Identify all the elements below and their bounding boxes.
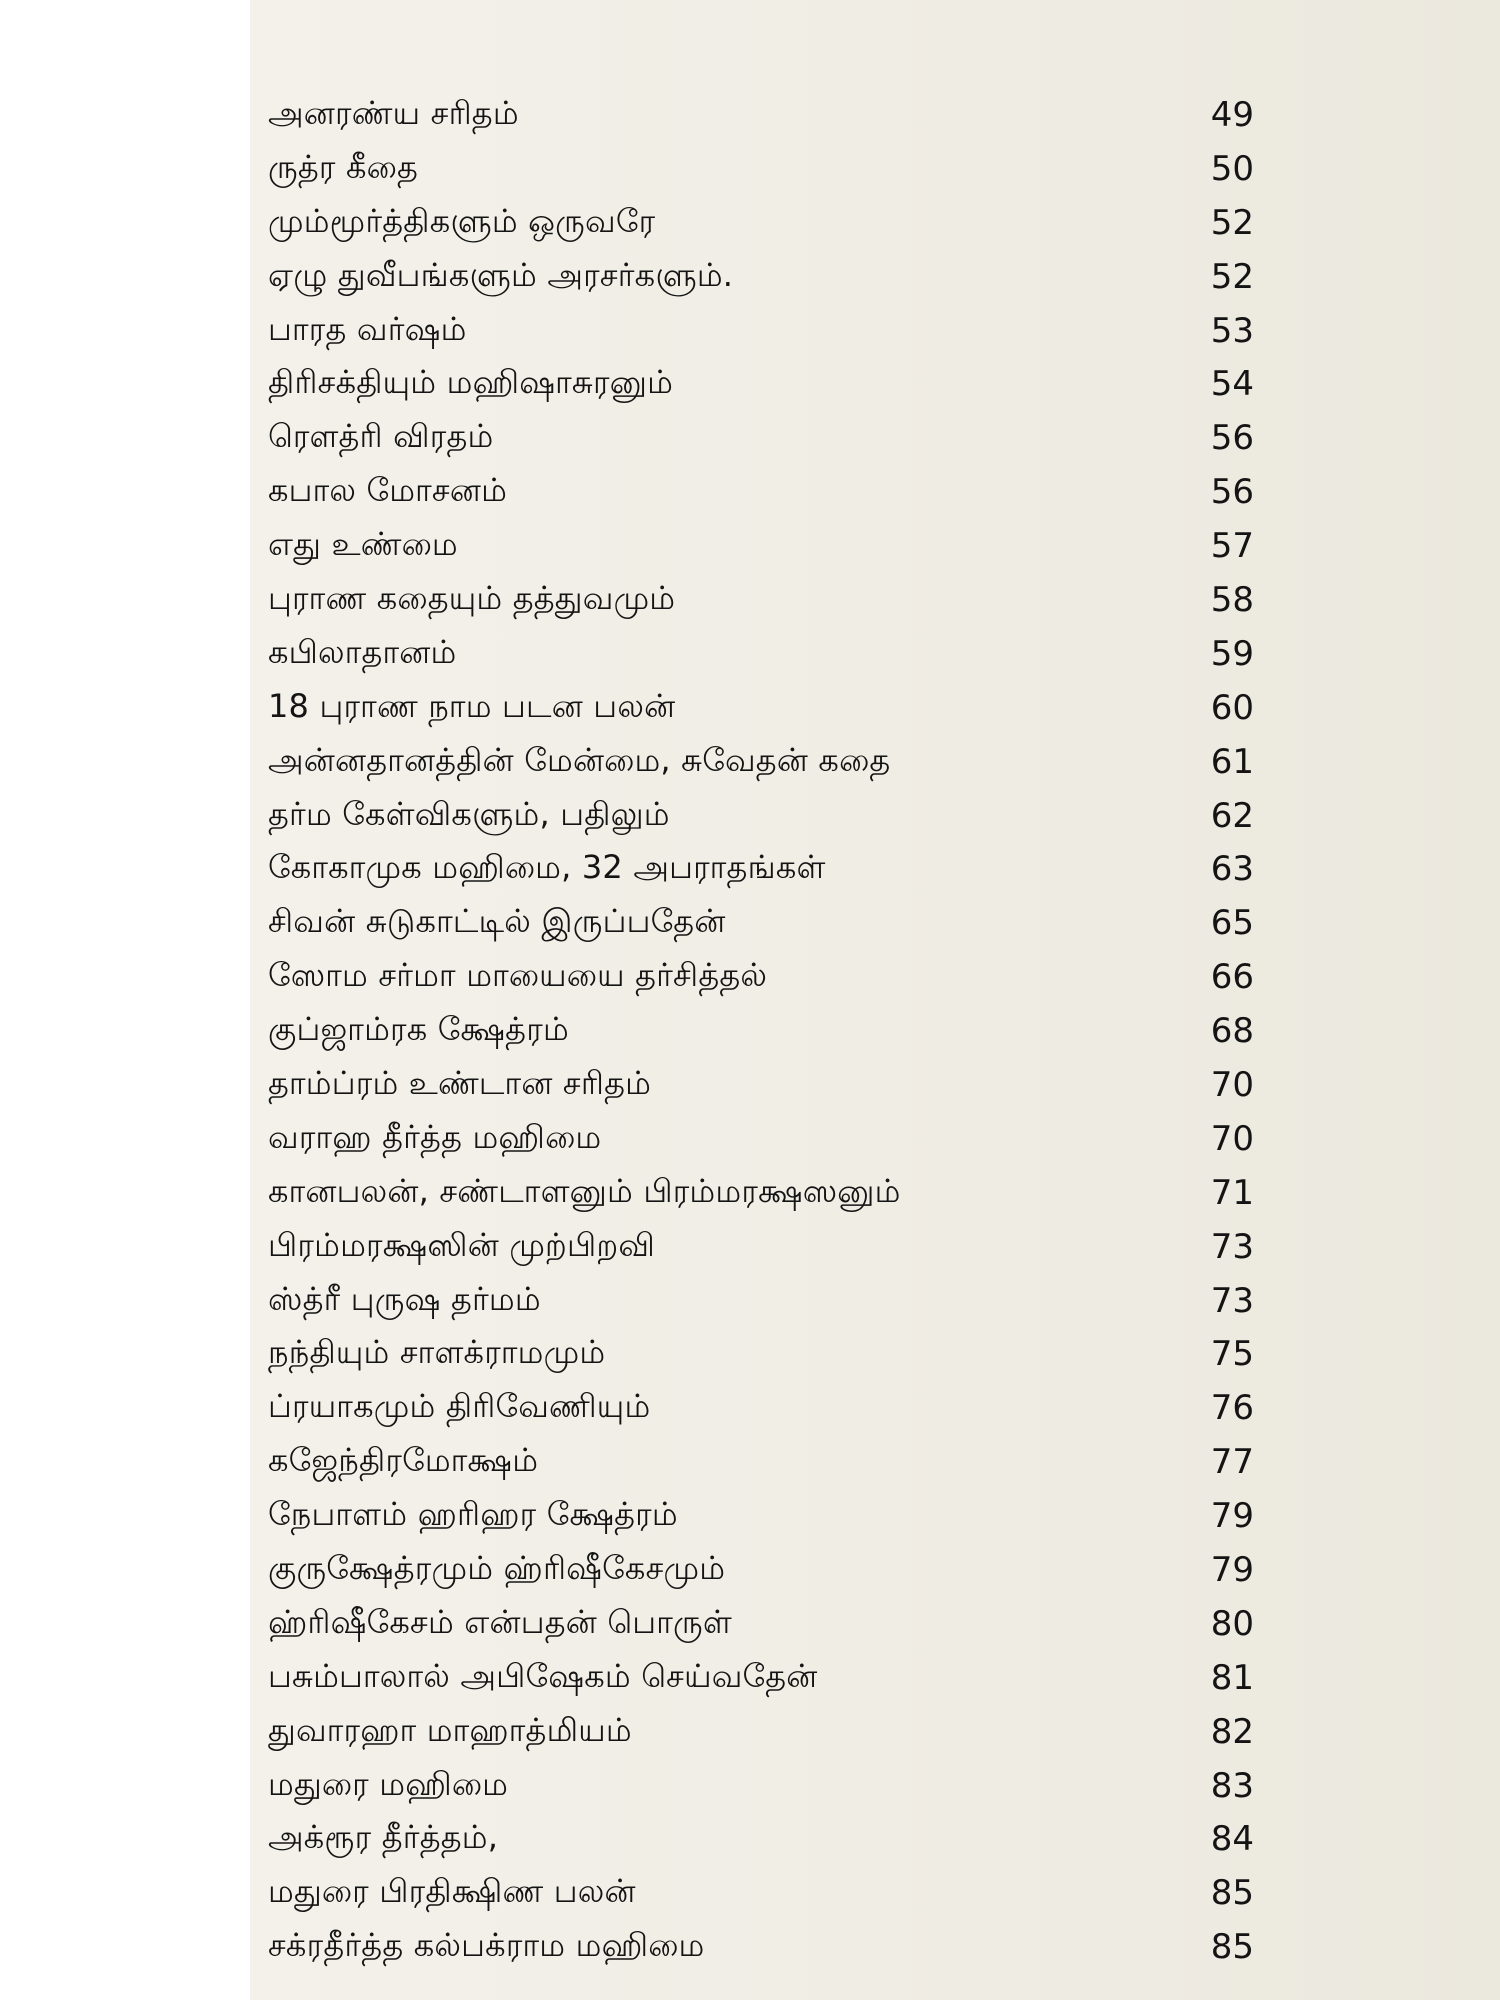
toc-entry-title: திரிசக்தியும் மஹிஷாசுரனும் xyxy=(268,363,674,402)
toc-entry-page-number: 80 xyxy=(1210,1603,1254,1644)
toc-entry-page-number: 54 xyxy=(1210,364,1254,405)
toc-entry-title: ஹ்ரிஷீகேசம் என்பதன் பொருள் xyxy=(268,1602,732,1641)
toc-entry xyxy=(268,789,1254,843)
toc-entry xyxy=(268,1327,1254,1381)
toc-entry-page-number: 84 xyxy=(1210,1819,1254,1860)
toc-entry-page-number: 75 xyxy=(1210,1334,1254,1375)
toc-entry-page-number: 53 xyxy=(1210,310,1254,351)
toc-entry-title: சக்ரதீர்த்த கல்பக்ராம மஹிமை xyxy=(268,1926,705,1965)
toc-entry-title: சிவன் சுடுகாட்டில் இருப்பதேன் xyxy=(268,902,726,941)
toc-entry-page-number: 63 xyxy=(1210,849,1254,890)
toc-entry-page-number: 82 xyxy=(1210,1711,1254,1752)
toc-entry xyxy=(268,465,1254,519)
toc-entry xyxy=(268,842,1254,896)
toc-entry-page-number: 57 xyxy=(1210,526,1254,567)
toc-entry xyxy=(268,196,1254,250)
toc-entry xyxy=(268,950,1254,1004)
toc-entry-title: தாம்ப்ரம் உண்டான சரிதம் xyxy=(268,1063,652,1102)
toc-entry-title: பசும்பாலால் அபிஷேகம் செய்வதேன் xyxy=(268,1656,818,1695)
toc-entry xyxy=(268,1381,1254,1435)
toc-entry-title: குப்ஜாம்ரக க்ஷேத்ரம் xyxy=(268,1010,569,1049)
toc-entry-page-number: 56 xyxy=(1210,472,1254,513)
toc-entry-page-number: 58 xyxy=(1210,579,1254,620)
toc-entry-title: மதுரை மஹிமை xyxy=(268,1764,509,1803)
toc-entry-title: பாரத வர்ஷம் xyxy=(268,309,467,348)
toc-entry-title: கபால மோசனம் xyxy=(268,471,508,510)
toc-entry-page-number: 83 xyxy=(1210,1765,1254,1806)
toc-entry-page-number: 62 xyxy=(1210,795,1254,836)
toc-entry-page-number: 71 xyxy=(1210,1172,1254,1213)
toc-entry xyxy=(268,1220,1254,1274)
toc-entry xyxy=(268,1651,1254,1705)
toc-entry-page-number: 61 xyxy=(1210,741,1254,782)
toc-entry-title: கோகாமுக மஹிமை, 32 அபராதங்கள் xyxy=(268,848,826,887)
toc-entry-title: அன்னதானத்தின் மேன்மை, சுவேதன் கதை xyxy=(268,740,891,779)
toc-entry-title: ஏழு துவீபங்களும் அரசர்களும். xyxy=(268,255,734,294)
toc-entry-page-number: 79 xyxy=(1210,1549,1254,1590)
toc-entry xyxy=(268,896,1254,950)
toc-entry-page-number: 70 xyxy=(1210,1118,1254,1159)
toc-entry-page-number: 50 xyxy=(1210,148,1254,189)
toc-entry-page-number: 49 xyxy=(1210,94,1254,135)
toc-entry-title: துவாரஹா மாஹாத்மியம் xyxy=(268,1710,632,1749)
toc-entry-page-number: 66 xyxy=(1210,957,1254,998)
toc-entry xyxy=(268,1489,1254,1543)
toc-entry-title: குருக்ஷேத்ரமும் ஹ்ரிஷீகேசமும் xyxy=(268,1548,726,1587)
toc-entry-page-number: 79 xyxy=(1210,1496,1254,1537)
table-of-contents xyxy=(268,88,1254,1974)
toc-entry-title: தர்ம கேள்விகளும், பதிலும் xyxy=(268,794,670,833)
toc-entry xyxy=(268,1058,1254,1112)
toc-entry xyxy=(268,1813,1254,1867)
toc-entry-page-number: 60 xyxy=(1210,687,1254,728)
toc-entry-title: வராஹ தீர்த்த மஹிமை xyxy=(268,1117,602,1156)
toc-entry xyxy=(268,1543,1254,1597)
toc-entry-title: அக்ரூர தீர்த்தம், xyxy=(268,1818,499,1857)
toc-entry-title: ப்ரயாகமும் திரிவேணியும் xyxy=(268,1387,651,1426)
toc-entry-page-number: 65 xyxy=(1210,903,1254,944)
toc-entry-page-number: 59 xyxy=(1210,633,1254,674)
toc-entry-title: ரௌத்ரி விரதம் xyxy=(268,417,494,456)
toc-entry xyxy=(268,681,1254,735)
toc-entry-page-number: 81 xyxy=(1210,1657,1254,1698)
toc-entry-title: கஜேந்திரமோக்ஷம் xyxy=(268,1441,539,1480)
toc-entry xyxy=(268,304,1254,358)
toc-entry-title: புராண கதையும் தத்துவமும் xyxy=(268,578,676,617)
toc-entry-title: கபிலாதானம் xyxy=(268,632,457,671)
toc-entry-page-number: 73 xyxy=(1210,1226,1254,1267)
toc-entry-title: ருத்ர கீதை xyxy=(268,147,418,186)
toc-entry xyxy=(268,573,1254,627)
toc-entry xyxy=(268,1112,1254,1166)
toc-entry-title: பிரம்மரக்ஷஸின் முற்பிறவி xyxy=(268,1225,656,1264)
toc-entry-title: ஸ்த்ரீ புருஷ தர்மம் xyxy=(268,1279,541,1318)
toc-entry xyxy=(268,1166,1254,1220)
toc-entry-title: மதுரை பிரதிக்ஷிண பலன் xyxy=(268,1872,636,1911)
toc-entry-page-number: 76 xyxy=(1210,1388,1254,1429)
toc-entry-page-number: 85 xyxy=(1210,1873,1254,1914)
toc-entry xyxy=(268,1866,1254,1920)
toc-entry-page-number: 77 xyxy=(1210,1442,1254,1483)
toc-entry-title: கானபலன், சண்டாளனும் பிரம்மரக்ஷஸனும் xyxy=(268,1171,901,1210)
toc-entry xyxy=(268,142,1254,196)
toc-entry-title: நந்தியும் சாளக்ராமமும் xyxy=(268,1333,606,1372)
toc-entry-title: ஸோம சர்மா மாயையை தர்சித்தல் xyxy=(268,956,768,995)
toc-entry xyxy=(268,250,1254,304)
toc-entry-page-number: 52 xyxy=(1210,202,1254,243)
toc-entry xyxy=(268,519,1254,573)
toc-entry xyxy=(268,1274,1254,1328)
toc-entry-page-number: 85 xyxy=(1210,1927,1254,1968)
toc-entry xyxy=(268,1759,1254,1813)
toc-entry xyxy=(268,1705,1254,1759)
toc-entry-title: 18 புராண நாம படன பலன் xyxy=(268,686,676,725)
toc-entry-page-number: 68 xyxy=(1210,1011,1254,1052)
toc-entry xyxy=(268,1597,1254,1651)
toc-entry-page-number: 52 xyxy=(1210,256,1254,297)
toc-entry xyxy=(268,1920,1254,1974)
toc-entry-page-number: 73 xyxy=(1210,1280,1254,1321)
toc-entry-page-number: 56 xyxy=(1210,418,1254,459)
toc-entry-title: நேபாளம் ஹரிஹர க்ஷேத்ரம் xyxy=(268,1495,678,1534)
toc-entry-title: எது உண்மை xyxy=(268,525,458,564)
toc-entry-title: அனரண்ய சரிதம் xyxy=(268,93,519,132)
toc-entry xyxy=(268,627,1254,681)
toc-entry-title: மும்மூர்த்திகளும் ஒருவரே xyxy=(268,201,656,240)
toc-entry xyxy=(268,357,1254,411)
toc-entry xyxy=(268,735,1254,789)
toc-entry xyxy=(268,1435,1254,1489)
toc-entry xyxy=(268,1004,1254,1058)
toc-entry xyxy=(268,88,1254,142)
toc-entry xyxy=(268,411,1254,465)
toc-entry-page-number: 70 xyxy=(1210,1064,1254,1105)
